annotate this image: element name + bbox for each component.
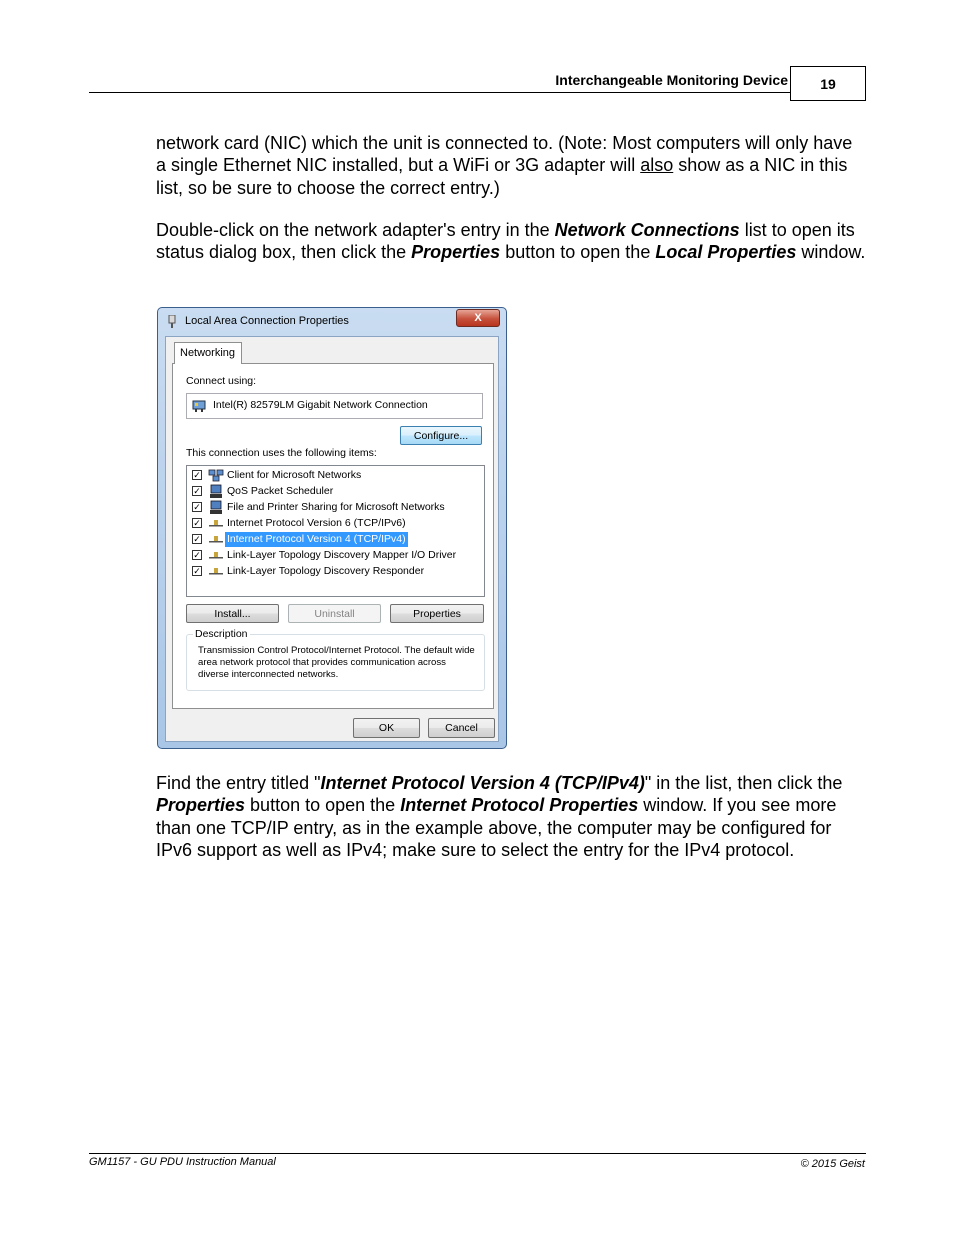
network-card-icon bbox=[192, 399, 206, 413]
para1-underlined: also bbox=[640, 155, 674, 176]
list-item[interactable] bbox=[192, 484, 477, 499]
configure-button-label: Configure... bbox=[413, 429, 469, 442]
item-checkbox[interactable]: ✓ bbox=[193, 518, 201, 528]
para2-bold-network-connections: Network Connections bbox=[554, 220, 740, 240]
item-label: Link-Layer Topology Discovery Responder bbox=[227, 565, 425, 577]
local-area-connection-properties-dialog bbox=[157, 307, 507, 749]
uninstall-button-label: Uninstall bbox=[314, 607, 355, 620]
uninstall-button[interactable] bbox=[288, 604, 381, 623]
para3-text-1: Find the entry titled " bbox=[156, 773, 321, 793]
close-icon: X bbox=[474, 312, 482, 324]
footer-manual-title: GM1157 - GU PDU Instruction Manual bbox=[89, 1156, 276, 1168]
properties-button[interactable] bbox=[390, 604, 484, 623]
network-adapter-icon bbox=[167, 315, 177, 328]
tab-networking[interactable] bbox=[174, 342, 242, 364]
list-item[interactable] bbox=[192, 516, 477, 531]
footer-copyright: © 2015 Geist bbox=[800, 1158, 865, 1170]
ok-button-label: OK bbox=[378, 722, 395, 734]
ok-button[interactable] bbox=[353, 718, 420, 738]
para3-text-4: window. If you see more than one TCP/IP entry, as in the example above, the computer may be configured for IPv6 support as well as IPv4; make sure to select the entry for the IPv4 protocol. bbox=[156, 795, 837, 860]
cancel-button[interactable] bbox=[428, 718, 495, 738]
para2-text-4: window. bbox=[796, 242, 866, 263]
description-text: Transmission Control Protocol/Internet Protocol. The default wide area network protocol that provides communication across diverse interconnected networks. bbox=[198, 645, 475, 680]
dialog-titlebar bbox=[158, 308, 506, 336]
item-label: File and Printer Sharing for Microsoft Networks bbox=[227, 501, 445, 513]
item-checkbox[interactable]: ✓ bbox=[193, 550, 201, 560]
para2-bold-properties: Properties bbox=[411, 242, 501, 263]
configure-button[interactable] bbox=[400, 426, 482, 445]
networking-tab-panel bbox=[172, 363, 494, 709]
dialog-client-area bbox=[165, 336, 499, 742]
description-label: Description bbox=[195, 628, 248, 640]
para3-bold-ip-properties: Internet Protocol Properties bbox=[400, 795, 639, 816]
computer-network-icon bbox=[208, 500, 224, 515]
cancel-button-label: Cancel bbox=[445, 722, 478, 734]
para2-bold-local-properties: Local Properties bbox=[655, 242, 797, 263]
protocol-icon bbox=[208, 516, 224, 531]
protocol-icon bbox=[208, 548, 224, 563]
page-number-box bbox=[790, 66, 866, 101]
footer-rule bbox=[89, 1153, 866, 1154]
tab-networking-label: Networking bbox=[180, 347, 236, 359]
item-label: QoS Packet Scheduler bbox=[227, 485, 334, 497]
para2-text-2: list to open its status dialog box, then click the bbox=[156, 220, 855, 263]
network-items-list[interactable] bbox=[186, 465, 485, 597]
item-checkbox[interactable]: ✓ bbox=[193, 470, 201, 480]
install-button[interactable] bbox=[186, 604, 279, 623]
para3-text-2: " in the list, then click the bbox=[644, 773, 843, 793]
list-item[interactable] bbox=[192, 548, 477, 563]
protocol-icon bbox=[208, 564, 224, 579]
install-button-label: Install... bbox=[214, 607, 251, 620]
item-label: Client for Microsoft Networks bbox=[227, 469, 362, 481]
item-checkbox[interactable]: ✓ bbox=[193, 566, 201, 576]
close-button[interactable] bbox=[456, 309, 500, 327]
list-item[interactable] bbox=[192, 500, 477, 515]
para3-text-3: button to open the bbox=[245, 795, 401, 816]
item-label: Internet Protocol Version 6 (TCP/IPv6) bbox=[227, 517, 406, 529]
properties-button-label: Properties bbox=[413, 607, 461, 620]
para1-text-b: show as a NIC in this list, so be sure to choose the correct entry.) bbox=[156, 155, 848, 198]
description-group bbox=[186, 628, 485, 691]
list-item[interactable] bbox=[192, 564, 477, 579]
item-label: Link-Layer Topology Discovery Mapper I/O Driver bbox=[227, 549, 457, 561]
paragraph-nic-note bbox=[156, 132, 866, 199]
para2-text-3: button to open the bbox=[500, 242, 656, 263]
computer-network-icon bbox=[208, 484, 224, 499]
connect-using-label: Connect using: bbox=[186, 375, 257, 387]
paragraph-open-properties bbox=[156, 219, 866, 264]
para3-bold-ipv4: Internet Protocol Version 4 (TCP/IPv4) bbox=[320, 773, 645, 793]
paragraph-find-ipv4 bbox=[156, 772, 866, 861]
protocol-icon bbox=[208, 532, 224, 547]
header-title: Interchangeable Monitoring Device bbox=[555, 72, 788, 88]
item-label: Internet Protocol Version 4 (TCP/IPv4) bbox=[227, 533, 406, 545]
network-client-icon bbox=[208, 468, 224, 483]
para2-text-1: Double-click on the network adapter's entry in the bbox=[156, 220, 555, 240]
para3-bold-properties: Properties bbox=[156, 795, 246, 816]
items-label: This connection uses the following items: bbox=[186, 447, 377, 459]
adapter-name: Intel(R) 82579LM Gigabit Network Connection bbox=[213, 399, 428, 411]
item-checkbox[interactable]: ✓ bbox=[193, 486, 201, 496]
para1-text-a: network card (NIC) which the unit is connected to. (Note: Most computers will only have a single Ethernet NIC installed, but a WiFi or 3G adapter will bbox=[156, 133, 853, 176]
item-checkbox[interactable]: ✓ bbox=[193, 534, 201, 544]
list-item[interactable] bbox=[192, 468, 477, 483]
header-rule bbox=[89, 92, 791, 93]
dialog-title: Local Area Connection Properties bbox=[185, 315, 349, 327]
item-checkbox[interactable]: ✓ bbox=[193, 502, 201, 512]
adapter-field bbox=[186, 393, 483, 419]
list-item-selected[interactable] bbox=[192, 532, 477, 547]
page-number: 19 bbox=[820, 75, 836, 92]
